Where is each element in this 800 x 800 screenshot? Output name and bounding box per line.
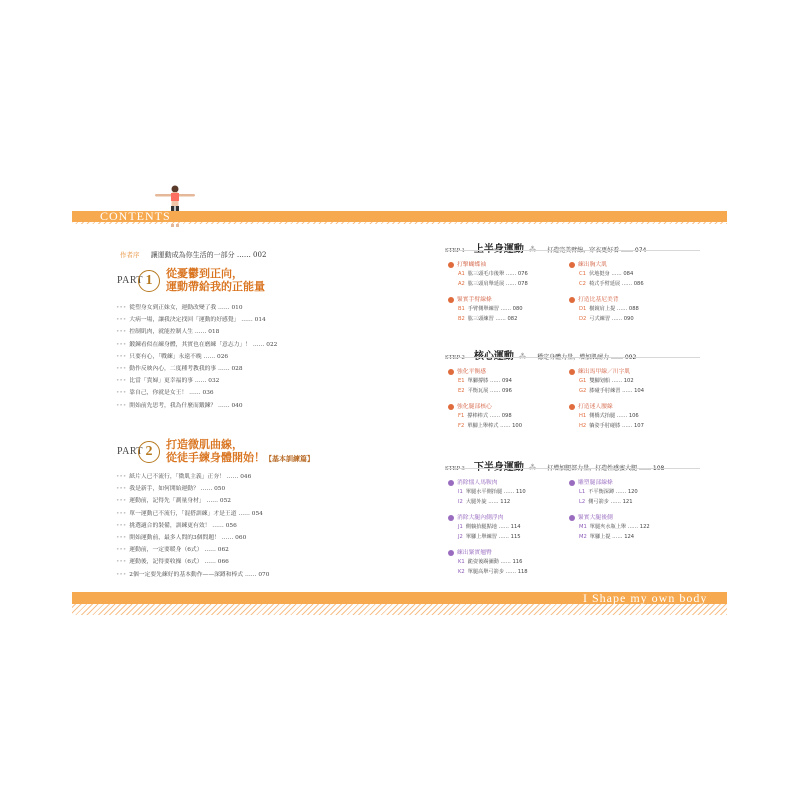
part2-list <box>116 471 269 581</box>
exercise-item[interactable]: C2 椅式手臂延展 …… 086 <box>579 281 644 287</box>
part2-label: PART <box>117 446 144 457</box>
bullet-icon <box>448 515 454 521</box>
exercise-item[interactable]: J1 側躺抬腿點地 …… 114 <box>458 524 521 530</box>
part2-title-line2: 從徒手練身體開始！ <box>166 451 265 464</box>
step2-header <box>445 344 636 363</box>
list-item[interactable]: ••• 挑選適合的裝備，訓練更有效！ …… 056 <box>116 522 237 529</box>
exercise-item[interactable]: K1 跪姿後踢彌動 …… 116 <box>458 559 523 565</box>
exercise-item[interactable]: L2 側弓箭步 …… 121 <box>579 499 633 505</box>
step2-left-col <box>448 366 522 429</box>
section-title: 雕塑腿部線條 <box>569 477 650 486</box>
section-title: 強化腿部核心 <box>448 401 522 410</box>
step1-divider <box>445 250 700 251</box>
list-item[interactable]: ••• 我是新手，如何開始運動？ …… 050 <box>116 486 226 493</box>
exercise-item[interactable]: D1 樹鏡肩上提 …… 088 <box>579 306 639 312</box>
exercise-item[interactable]: H2 躺姿手肘碰膝 …… 107 <box>579 423 644 429</box>
part1-title <box>166 267 265 293</box>
exercise-item[interactable]: F2 單腳上舉棒式 …… 100 <box>458 423 522 429</box>
section-title: 練出胸大肌 <box>569 259 644 268</box>
part1-title-line2: 運動帶給我的正能量 <box>166 280 265 293</box>
part2-number-badge: 2 <box>138 441 160 463</box>
bullet-icon <box>448 550 454 556</box>
list-item[interactable]: ••• 控制肌肉，就能控制人生 …… 018 <box>116 329 220 336</box>
preface-tag: 作者序 <box>120 251 140 259</box>
footer-tagline: I Shape my own body <box>583 591 708 605</box>
section-title: 消除大腿內側浮肉 <box>448 512 528 521</box>
section-title: 打造比基尼美背 <box>569 294 644 303</box>
exercise-item[interactable]: A2 肱三頭肩舉延展 …… 078 <box>458 281 528 287</box>
list-item[interactable]: ••• 紙片人已不流行，「微肌主義」正夯！ …… 046 <box>116 474 252 480</box>
list-item[interactable]: ••• 運動前，記得先「測量身材」 …… 052 <box>116 498 231 505</box>
list-item[interactable]: ••• 動作反映內心，二度種考教我的事 …… 028 <box>116 365 243 372</box>
list-item[interactable]: ••• 單一運動已不流行，「混搭訓練」才是王道 …… 054 <box>116 510 263 517</box>
bullet-icon <box>448 369 454 375</box>
exercise-item[interactable]: K2 單腿高舉弓箭步 …… 118 <box>458 569 528 575</box>
list-item[interactable]: ••• 運動後，記得要收操（6式） …… 066 <box>116 559 229 566</box>
exercise-item[interactable]: L1 不平衡深蹲 …… 120 <box>579 489 638 495</box>
exercise-item[interactable]: G1 雙腳划船 …… 102 <box>579 378 634 384</box>
bullet-icon <box>569 515 575 521</box>
step2-divider <box>445 357 700 358</box>
list-item[interactable]: ••• 開始運動前，最多人問的3個問題！ …… 060 <box>116 534 247 541</box>
list-item[interactable]: ••• 大病一場，讓我決定找回「運動的好感覺」 …… 014 <box>116 317 266 324</box>
bullet-icon <box>569 262 575 268</box>
bullet-icon <box>569 369 575 375</box>
list-item[interactable]: ••• 只要有心，「戰練」永遠不晚 …… 026 <box>116 353 229 360</box>
exercise-item[interactable]: E2 平衡瓦展 …… 096 <box>458 388 512 394</box>
preface-line <box>120 242 266 261</box>
exercise-item[interactable]: B2 肱三頭練習 …… 082 <box>458 316 518 322</box>
section-title: 練出馬甲線／川字肌 <box>569 366 644 375</box>
section-title: 打造迷人腰線 <box>569 401 644 410</box>
step2-right-col <box>569 366 644 429</box>
exercise-item[interactable]: M2 單腳上提 …… 124 <box>579 534 635 540</box>
part1-list <box>116 302 277 412</box>
section-title: 緊實手臂線條 <box>448 294 528 303</box>
part1-number-badge: 1 <box>138 270 160 292</box>
list-item[interactable]: ••• 從塑身女到正妹女，運動改變了我 …… 010 <box>116 305 243 311</box>
bullet-icon <box>569 480 575 486</box>
exercise-item[interactable]: I1 單腿水平側抬腿 …… 110 <box>458 489 526 495</box>
list-item[interactable]: ••• 運動前，一定要暖身（6式） …… 062 <box>116 547 229 554</box>
list-item[interactable]: ••• 比當「貴婦」更幸福的事 …… 032 <box>116 378 220 385</box>
section-title: 強化平衡感 <box>448 366 522 375</box>
list-item[interactable]: ••• 鍛鍊看似在練身體，其實也在磨練「意志力」！ …… 022 <box>116 341 278 348</box>
bullet-icon <box>448 262 454 268</box>
part2-subtitle: 【基本訓練篇】 <box>265 454 314 463</box>
step1-left-col <box>448 259 528 322</box>
step1-header <box>445 237 646 256</box>
part1-title-line1: 從憂鬱到正向， <box>166 267 243 280</box>
list-item[interactable]: ••• 開始前先思考，我為什麼而鍛鍊？ …… 040 <box>116 402 243 409</box>
bullet-icon <box>569 404 575 410</box>
exercise-item[interactable]: A1 肱三頭毛巾後舉 …… 076 <box>458 271 528 277</box>
exercise-item[interactable]: J2 單腳上舉練習 …… 115 <box>458 534 521 540</box>
section-title: 緊實大腿後側 <box>569 512 650 521</box>
part2-title <box>166 438 314 465</box>
bullet-icon <box>569 297 575 303</box>
contents-heading: CONTENTS <box>100 209 171 223</box>
exercise-item[interactable]: B1 手臂側舉練習 …… 080 <box>458 306 523 312</box>
step3-left-col <box>448 477 528 575</box>
exercise-item[interactable]: M1 單腿夾水瓶上舉 …… 122 <box>579 524 650 530</box>
bullet-icon <box>448 297 454 303</box>
step3-divider <box>445 468 700 469</box>
exercise-item[interactable]: C1 伏地挺身 …… 084 <box>579 271 634 277</box>
exercise-item[interactable]: G2 膝碰手肘練習 …… 104 <box>579 388 645 394</box>
exercise-item[interactable]: E1 單腳撐膝 …… 094 <box>458 378 512 384</box>
bullet-icon <box>448 480 454 486</box>
section-title: 打擊蝴蝶袖 <box>448 259 528 268</box>
part2-title-line1: 打造微肌曲線， <box>166 438 243 451</box>
exercise-item[interactable]: F1 撐棒棒式 …… 098 <box>458 413 512 419</box>
list-item[interactable]: ••• 2個一定要先練好的基本動作——深蹲和棒式 …… 070 <box>116 571 270 578</box>
section-title: 練出緊實翹臀 <box>448 547 528 556</box>
list-item[interactable]: ••• 靠自己，你就是女王！ …… 036 <box>116 390 214 397</box>
exercise-item[interactable]: H1 側橋式抬腿 …… 106 <box>579 413 639 419</box>
part1-label: PART <box>117 275 144 286</box>
step3-right-col <box>569 477 650 540</box>
step1-right-col <box>569 259 644 322</box>
section-title: 消除惱人馬鞍肉 <box>448 477 528 486</box>
exercise-item[interactable]: I2 大腿外旋 …… 112 <box>458 499 511 505</box>
bullet-icon <box>448 404 454 410</box>
exercise-item[interactable]: D2 弓式練習 …… 090 <box>579 316 634 322</box>
step3-header <box>445 455 664 474</box>
preface-text: 讓運動成為你生活的一部分 …… 002 <box>150 251 267 259</box>
